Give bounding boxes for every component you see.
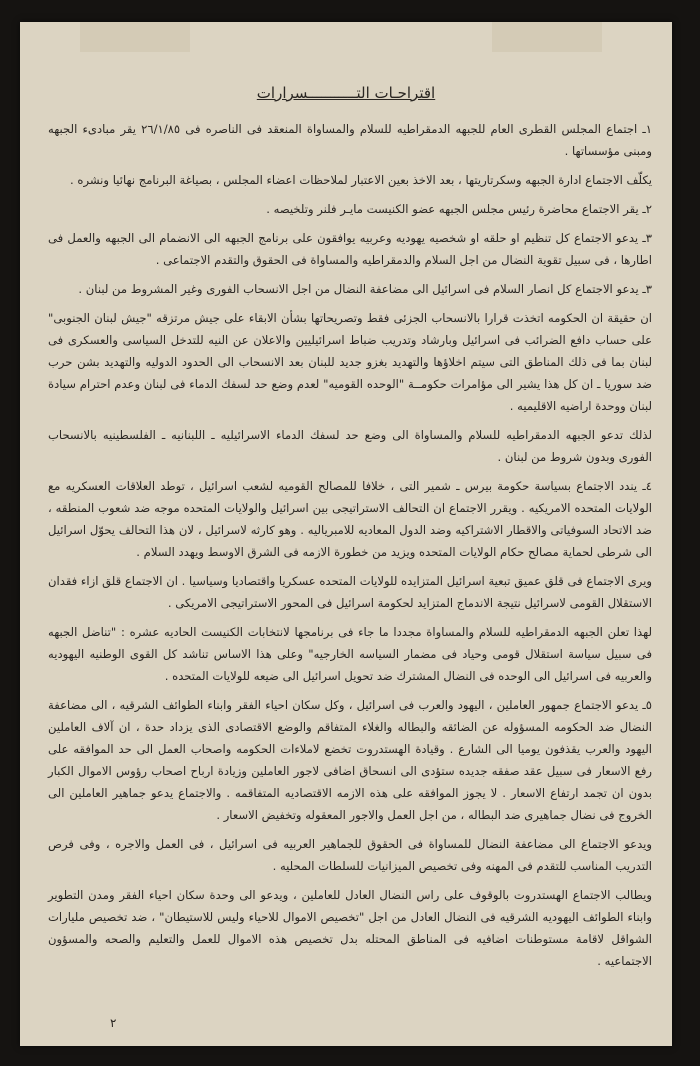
paragraph: ٣ـ يدعو الاجتماع كل تنظيم او حلقه او شخصيه يهوديه وعربيه يوافقون على برنامج الجبهه الى الانضمام الى الجبهه والعمل فى اطارها ، فى سبيل تقوية النضال من اجل السلام والدمقراطيه والمساواة فى الحقوق والتقدم الاجتماعى . xyxy=(48,231,652,267)
document-title: اقتراحـات التـــــــــــسرارات xyxy=(256,84,436,102)
document-sheet xyxy=(20,22,672,1046)
paragraph: يكلّف الاجتماع ادارة الجبهه وسكرتاريتها ، بعد الاخذ بعين الاعتبار لملاحظات اعضاء المجلس ، بصياغة البرنامج نهائيا ونشره . xyxy=(70,173,652,187)
paragraph: ان حقيقة ان الحكومه اتخذت قرارا بالانسحاب الجزئى فقط وتصريحاتها بشأن الابقاء على جيش مرتزقه "جيش لبنان الجنوبى" على حساب دافع الضرائب فى اسرائيل وبارشاد وتدريب ضباط اسرائيليين والاعلان عن النيه للتدخل السياسى والعسكرى فى لبنان بما فى ذلك المناطق التى سيتم اخلاؤها والتهديد بغزو جديد للبنان بعد الانسحاب الى الحدود الدوليه والتهديد بشن حرب ضد سوريا ـ ان كل هذا يشير الى مؤامرات حكومــة "الوحده القوميه" لعدم وضع حد لسفك الدماء فى لبنان وعدم احترام سيادة لبنان ووحدة اراضيه الاقليميه . xyxy=(48,311,652,413)
paragraph: لذلك تدعو الجبهه الدمقراطيه للسلام والمساواة الى وضع حد لسفك الدماء الاسرائيليه ـ اللبنانيه ـ الفلسطينيه بالانسحاب الفورى وبدون شروط من لبنان . xyxy=(48,428,652,464)
tape-mark xyxy=(492,22,602,52)
paragraph: لهذا تعلن الجبهه الدمقراطيه للسلام والمساواة مجددا ما جاء فى برنامجها لانتخابات الكنيست الحاديه عشره : "تناضل الجبهه فى سبيل سياسة استقلال قومى وحياد فى مضمار السياسه الخارجيه" وعلى هذا الاساس تناشد كل القوى الوطنيه اليهوديه والعربيه فى اسرائيل الى الوحده فى النضال المشترك ضد تحويل اسرائيل الى ضيعه للولايات المتحده . xyxy=(48,625,652,683)
paragraph: ١ـ اجتماع المجلس القطرى العام للجبهه الدمقراطيه للسلام والمساواة المنعقد فى الناصره فى ٢٦/١/٨٥ يقر مبادىء الجبهه ومبنى مؤسساتها . xyxy=(48,122,652,158)
page-number: ٢ xyxy=(110,1016,117,1030)
paragraph: ويطالب الاجتماع الهستدروت بالوقوف على راس النضال العادل للعاملين ، ويدعو الى وحدة سكان احياء الفقر ومدن التطوير وابناء الطوائف اليهوديه الشرقيه فى النضال العادل من اجل "تخصيص الاموال للاحياء وليس للاستيطان" ، ضد تخصيص مليارات الشواقل لاقامة مستوطنات اضافيه فى المناطق المحتله بدل تخصيص هذه الاموال للعمل والتعليم والصحه والمسؤون الاجتماعيه . xyxy=(48,888,652,968)
tape-mark xyxy=(80,22,190,52)
paragraph: ٣ـ يدعو الاجتماع كل انصار السلام فى اسرائيل الى مضاعفة النضال من اجل الانسحاب الفورى وغير المشروط من لبنان . xyxy=(78,282,652,296)
paragraph: ويدعو الاجتماع الى مضاعفة النضال للمساواة فى الحقوق للجماهير العربيه فى اسرائيل ، فى العمل والاجره ، وفى فرص التدريب المناسب للتقدم فى المهنه وفى تخصيص الميزانيات للسلطات المحليه . xyxy=(48,837,652,873)
paragraph: ويرى الاجتماع فى قلق عميق تبعية اسرائيل المتزايده للولايات المتحده عسكريا واقتصاديا وسياسيا . ان الاجتماع قلق ازاء فقدان الاستقلال القومى لاسرائيل نتيجة الاندماج المتزايد لحكومة اسرائيل فى المحور الاستراتيجى الامريكى . xyxy=(48,574,652,610)
paragraph: ٤ـ يندد الاجتماع بسياسة حكومة بيرس ـ شمير التى ، خلافا للمصالح القوميه لشعب اسرائيل ، توطد العلاقات العسكريه مع الولايات المتحده الامريكيه . ويقرر الاجتماع ان التحالف الاستراتيجى بين اسرائيل والولايات المتحده موجه ضد شعوب المنطقه ، ضد الاتحاد السوفياتى والاقطار الاشتراكيه وضد الدول المعاديه للامبرياليه . وهو كارثه لاسرائيل ، لان هذا التحالف يحوّل اسرائيل الى شرطى لحماية مصالح حكام الولايات المتحده ويزيد من خطورة الازمه فى الشرق الاوسط ويهدد السلام . xyxy=(48,479,652,559)
document-body xyxy=(48,118,652,979)
paragraph: ٢ـ يقر الاجتماع محاضرة رئيس مجلس الجبهه عضو الكنيست مايـر فلنر وتلخيصه . xyxy=(266,202,652,216)
paragraph: ٥ـ يدعو الاجتماع جمهور العاملين ، اليهود والعرب فى اسرائيل ، وكل سكان احياء الفقر وابناء الطوائف الشرقيه ، الى مضاعفة النضال ضد الحكومه المسؤوله عن الضائقه والبطاله والغلاء المتفاقم والوضع الاقتصادى الذى يزداد حدة ، ان آلاف العاملين اليهود والعرب يقذفون يوميا الى الشارع . وقيادة الهستدروت تخضع لاملاءات الحكومه واصحاب العمل الى حد الموافقه على رفع الاسعار فى سبيل عقد صفقه جديده ستؤدى الى انسحاق اضافى لاجور العاملين وزيادة ارباح اصحاب رؤوس الاموال الكبار بدون ان تجمد ارتفاع الاسعار . لا يجوز الموافقه على هذه الازمه الاقتصاديه المتفاقمه . والاجتماع يدعو جماهير العاملين الى الخروج فى نضال جماهيرى ضد البطاله ، من اجل العمل والاجور المعقوله وتخفيض الاسعار . xyxy=(48,698,652,822)
